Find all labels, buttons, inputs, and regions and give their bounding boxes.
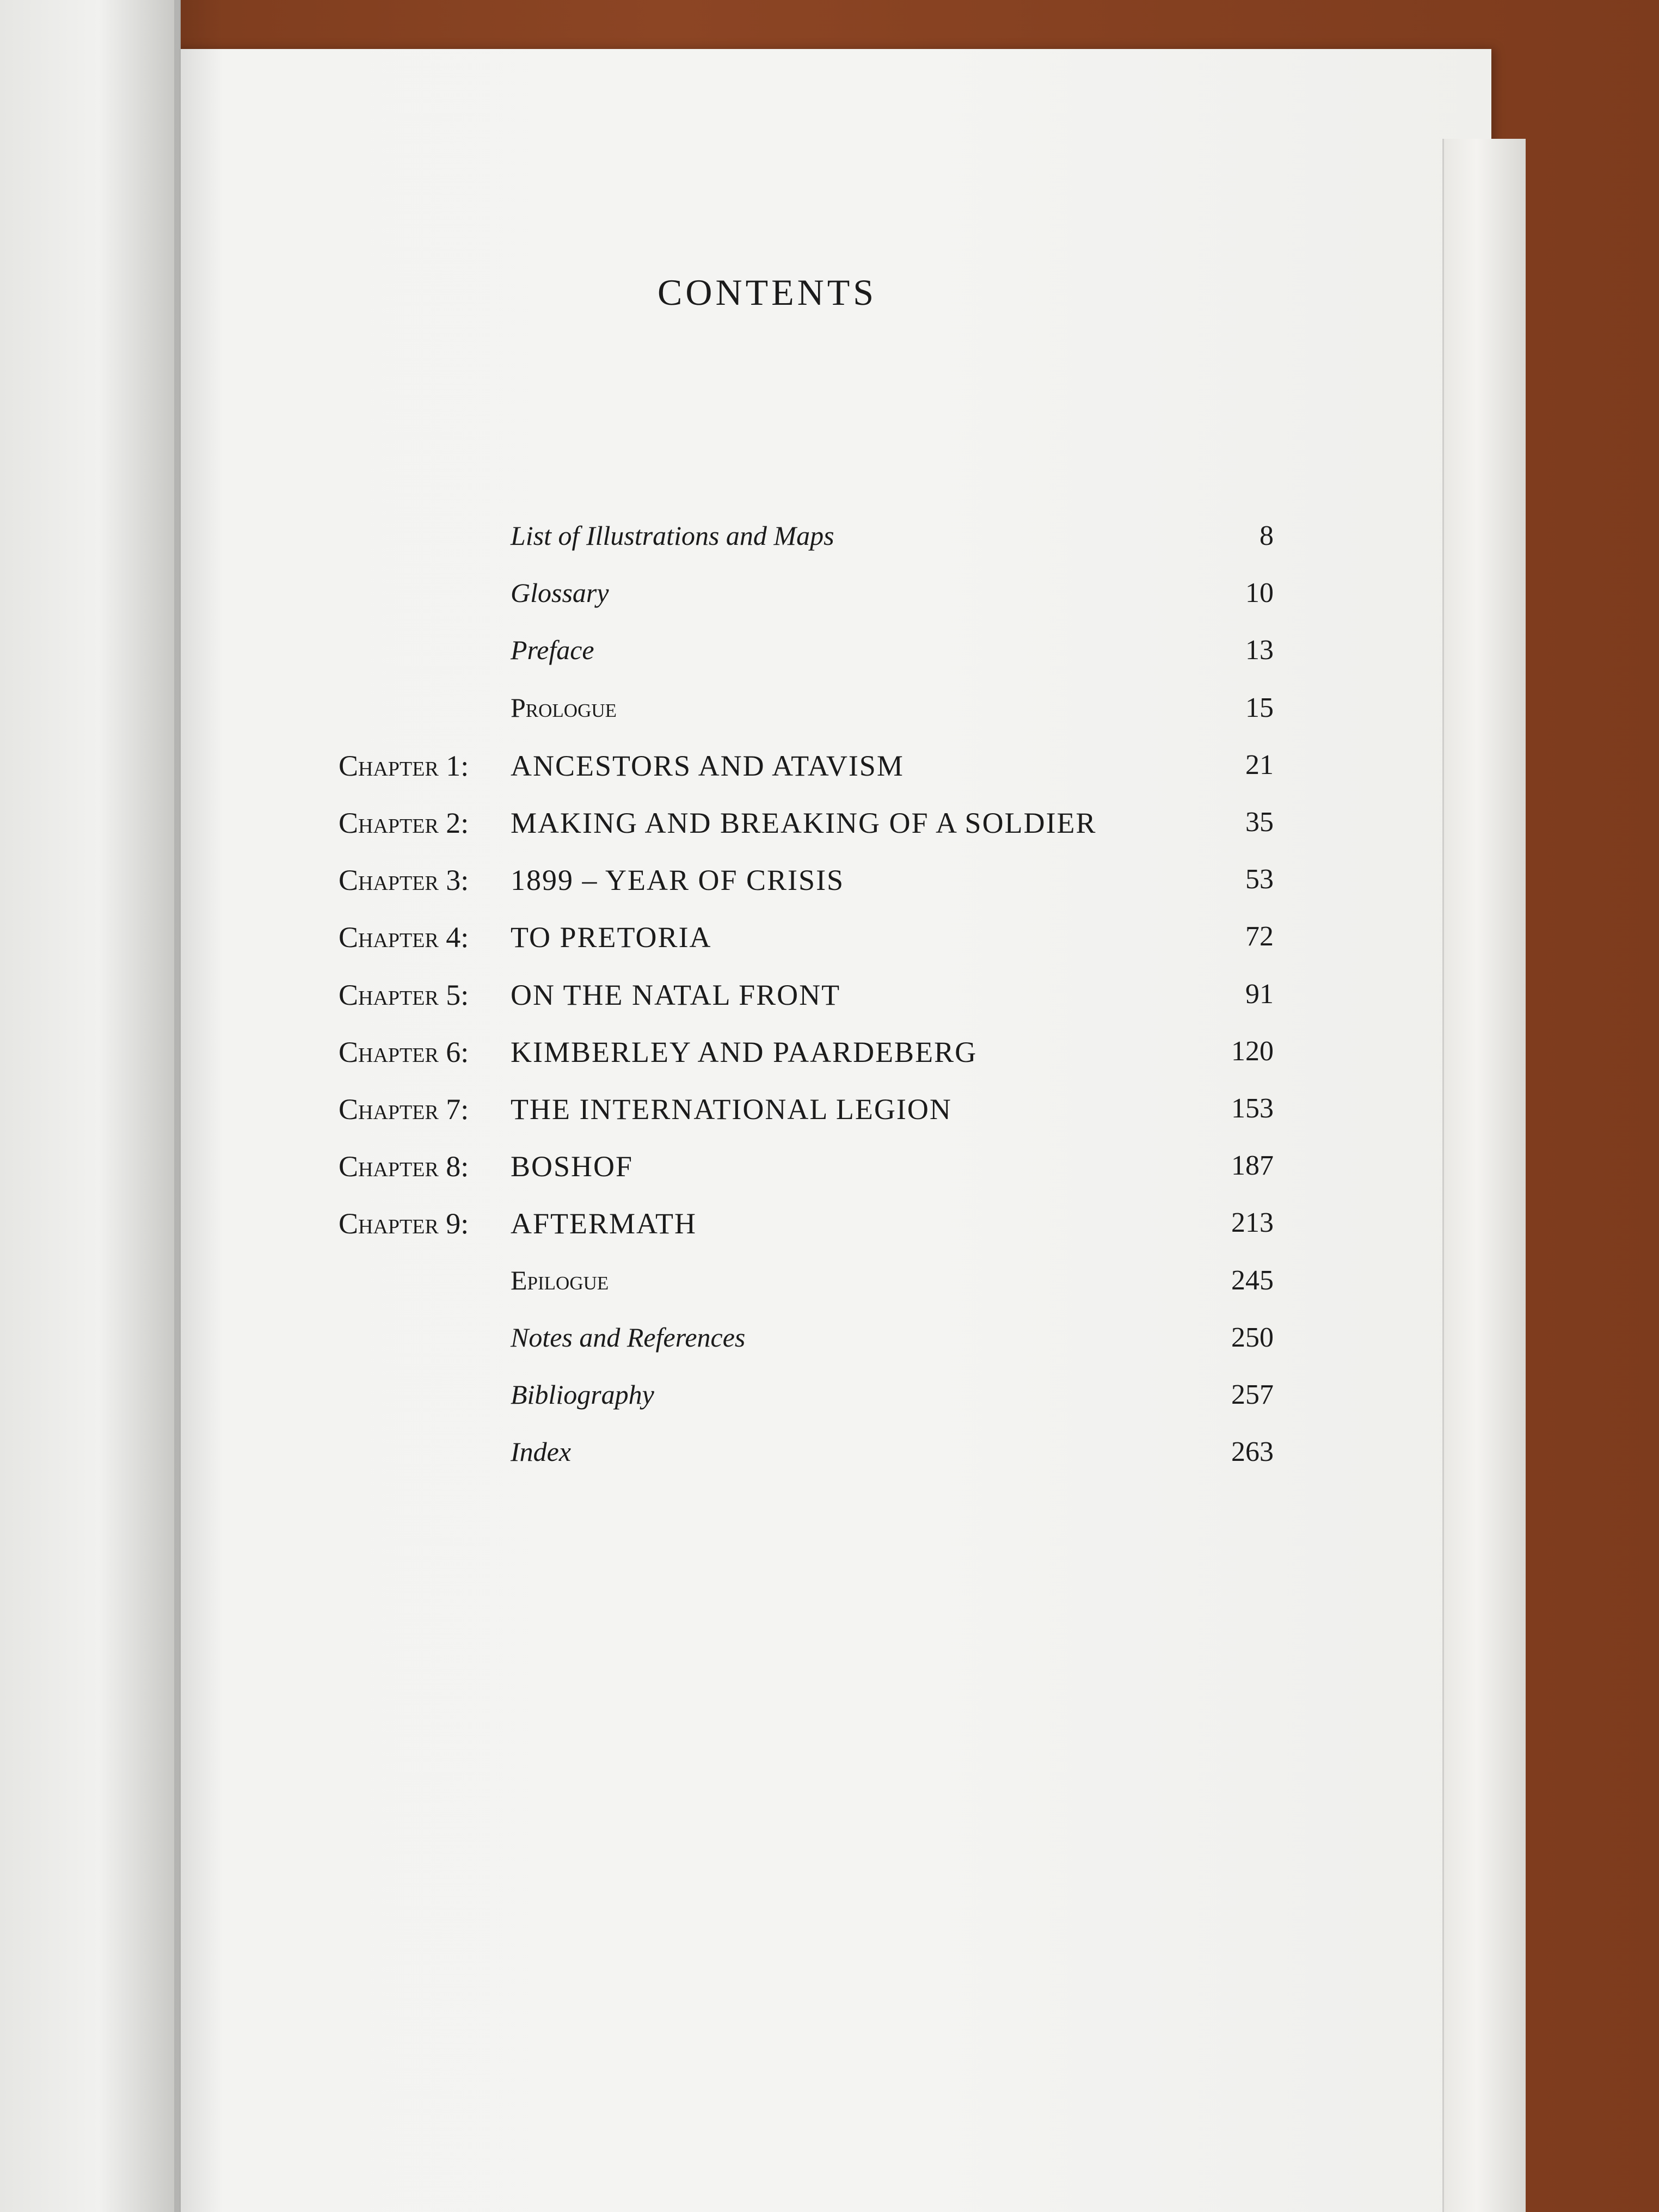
entry-title: Index [511, 1436, 572, 1467]
entry-title: 1899 – YEAR OF CRISIS [511, 864, 845, 896]
entry-page-number: 35 [1245, 807, 1274, 838]
entry-page-number: 91 [1245, 979, 1274, 1010]
toc-entry [0, 749, 1306, 792]
chapter-label: Chapter 7: [339, 1093, 469, 1126]
entry-page-number: 21 [1245, 749, 1274, 781]
toc-entry [0, 1264, 1306, 1308]
entry-page-number: 53 [1245, 864, 1274, 895]
toc-entry [0, 806, 1306, 850]
entry-page-number: 245 [1231, 1265, 1274, 1296]
entry-title: ON THE NATAL FRONT [511, 979, 841, 1011]
entry-page-number: 257 [1231, 1379, 1274, 1410]
entry-page-number: 263 [1231, 1436, 1274, 1467]
chapter-label: Chapter 3: [339, 864, 469, 896]
entry-page-number: 72 [1245, 921, 1274, 952]
entry-title: MAKING AND BREAKING OF A SOLDIER [511, 807, 1097, 839]
entry-page-number: 153 [1231, 1093, 1274, 1124]
contents-title: CONTENTS [658, 272, 877, 313]
toc-entry [0, 1436, 1306, 1479]
book-page-edges [1442, 139, 1526, 2212]
toc-entry [0, 1207, 1306, 1250]
toc-entry [0, 1322, 1306, 1365]
entry-title: BOSHOF [511, 1150, 634, 1183]
toc-entry [0, 920, 1306, 964]
toc-entry [0, 692, 1306, 735]
entry-title: List of Illustrations and Maps [511, 520, 834, 551]
toc-entry [0, 1092, 1306, 1136]
chapter-label: Chapter 6: [339, 1036, 469, 1068]
entry-page-number: 187 [1231, 1150, 1274, 1181]
toc-entry [0, 634, 1306, 678]
entry-title: Preface [511, 635, 594, 665]
entry-page-number: 15 [1245, 692, 1274, 723]
entry-page-number: 10 [1245, 577, 1274, 609]
chapter-label: Chapter 4: [339, 921, 469, 954]
toc-entry [0, 577, 1306, 620]
entry-page-number: 250 [1231, 1322, 1274, 1353]
entry-title: Bibliography [511, 1379, 654, 1410]
entry-title: KIMBERLEY AND PAARDEBERG [511, 1036, 978, 1068]
entry-page-number: 8 [1259, 520, 1274, 551]
chapter-label: Chapter 9: [339, 1207, 469, 1240]
entry-title: Glossary [511, 577, 609, 608]
toc-entry [0, 1150, 1306, 1193]
entry-page-number: 13 [1245, 635, 1274, 666]
chapter-label: Chapter 8: [339, 1150, 469, 1183]
entry-title: THE INTERNATIONAL LEGION [511, 1093, 952, 1126]
entry-page-number: 213 [1231, 1207, 1274, 1238]
toc-entry [0, 1035, 1306, 1079]
entry-title: Prologue [511, 692, 617, 723]
entry-title: AFTERMATH [511, 1207, 697, 1240]
entry-title: ANCESTORS AND ATAVISM [511, 749, 904, 782]
entry-title: TO PRETORIA [511, 921, 712, 954]
toc-entry [0, 978, 1306, 1022]
entry-title: Epilogue [511, 1265, 609, 1295]
toc-entry [0, 863, 1306, 907]
toc-entry [0, 520, 1306, 563]
chapter-label: Chapter 2: [339, 807, 469, 839]
entry-page-number: 120 [1231, 1036, 1274, 1067]
chapter-label: Chapter 1: [339, 749, 469, 782]
chapter-label: Chapter 5: [339, 979, 469, 1011]
entry-title: Notes and References [511, 1322, 746, 1353]
toc-entry [0, 1379, 1306, 1422]
